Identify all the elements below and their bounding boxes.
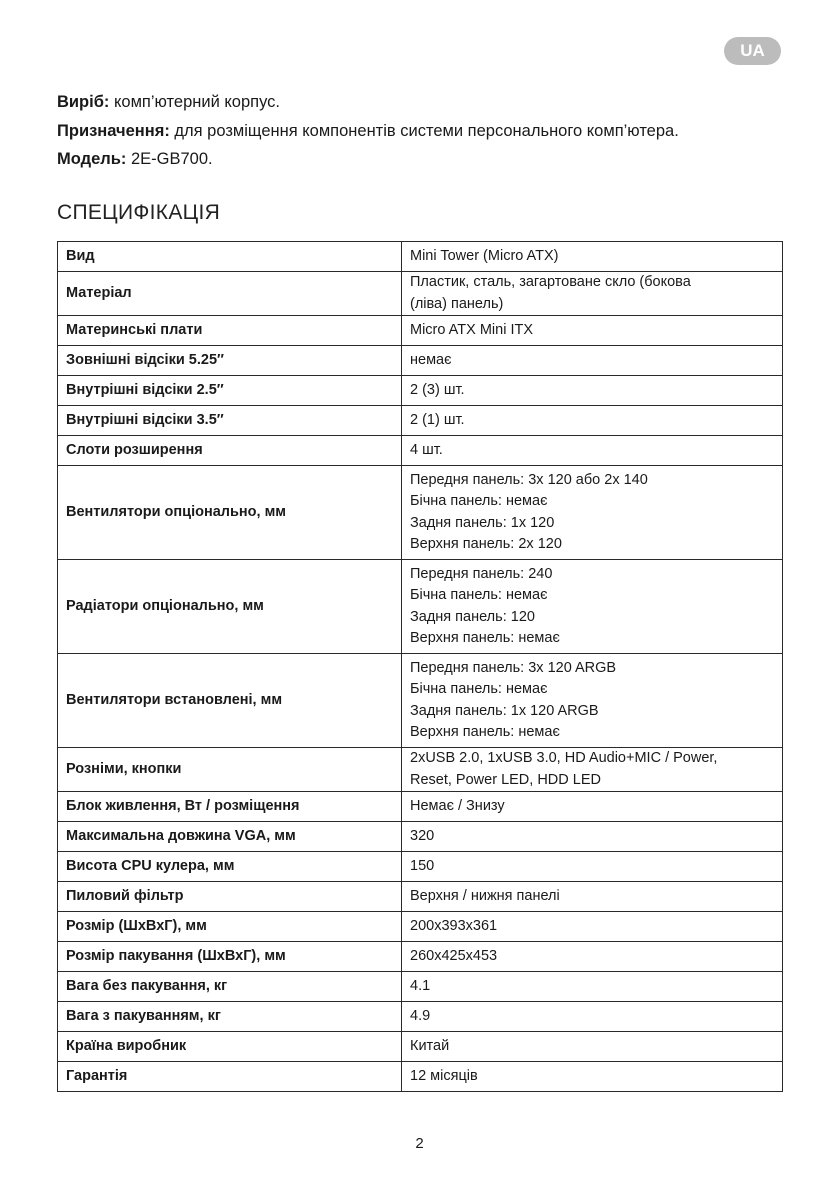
spec-key: Внутрішні відсіки 3.5″ — [58, 406, 402, 436]
spec-value: немає — [402, 346, 783, 376]
spec-value: Mini Tower (Micro ATX) — [402, 242, 783, 272]
table-row — [58, 882, 783, 912]
spec-value: Немає / Знизу — [402, 792, 783, 822]
intro-model — [57, 145, 797, 174]
table-row — [58, 912, 783, 942]
spec-key: Максимальна довжина VGA, мм — [58, 822, 402, 852]
table-row — [58, 272, 783, 316]
spec-value: Передня панель: 240 Бічна панель: немає Задня панель: 120 Верхня панель: немає — [402, 560, 783, 654]
spec-value: 4 шт. — [402, 436, 783, 466]
spec-key: Пиловий фільтр — [58, 882, 402, 912]
intro-key: Модель: — [57, 150, 127, 168]
spec-key: Вага без пакування, кг — [58, 972, 402, 1002]
spec-key: Розмір пакування (ШхВхГ), мм — [58, 942, 402, 972]
table-row — [58, 242, 783, 272]
section-title: СПЕЦИФІКАЦІЯ — [57, 201, 221, 224]
spec-key: Вентилятори опціонально, мм — [58, 466, 402, 560]
language-badge: UA — [724, 37, 781, 65]
intro-key: Призначення: — [57, 121, 170, 140]
table-row — [58, 436, 783, 466]
spec-key: Країна виробник — [58, 1032, 402, 1062]
spec-value: 4.1 — [402, 972, 783, 1002]
spec-key: Розніми, кнопки — [58, 748, 402, 792]
intro-value: для розміщення компонентів системи персонального комп’ютера. — [169, 121, 679, 140]
spec-value: Передня панель: 3x 120 ARGB Бічна панель: немає Задня панель: 1x 120 ARGB Верхня панель: немає — [402, 654, 783, 748]
spec-key: Вага з пакуванням, кг — [58, 1002, 402, 1032]
intro-key: Виріб: — [57, 93, 110, 111]
spec-value: Micro ATX Mini ITX — [402, 316, 783, 346]
spec-value: 2xUSB 2.0, 1xUSB 3.0, HD Audio+MIC / Power, Reset, Power LED, HDD LED — [402, 748, 783, 792]
spec-value: 200x393x361 — [402, 912, 783, 942]
table-row — [58, 376, 783, 406]
spec-key: Блок живлення, Вт / розміщення — [58, 792, 402, 822]
spec-key: Слоти розширення — [58, 436, 402, 466]
table-row — [58, 972, 783, 1002]
table-row — [58, 316, 783, 346]
spec-key: Внутрішні відсіки 2.5″ — [58, 376, 402, 406]
spec-key: Гарантія — [58, 1062, 402, 1092]
spec-value: 320 — [402, 822, 783, 852]
spec-value: 4.9 — [402, 1002, 783, 1032]
intro-product — [57, 88, 797, 117]
spec-key: Висота CPU кулера, мм — [58, 852, 402, 882]
table-row — [58, 346, 783, 376]
product-intro — [57, 88, 797, 174]
spec-value: 12 місяців — [402, 1062, 783, 1092]
spec-key: Розмір (ШхВхГ), мм — [58, 912, 402, 942]
spec-value: 260x425x453 — [402, 942, 783, 972]
table-row — [58, 1062, 783, 1092]
table-row — [58, 942, 783, 972]
spec-key: Матеріал — [58, 272, 402, 316]
table-row — [58, 654, 783, 748]
table-row — [58, 792, 783, 822]
spec-value: 2 (3) шт. — [402, 376, 783, 406]
table-row — [58, 406, 783, 436]
spec-key: Зовнішні відсіки 5.25″ — [58, 346, 402, 376]
spec-value: 2 (1) шт. — [402, 406, 783, 436]
table-row — [58, 1002, 783, 1032]
intro-purpose — [57, 117, 797, 146]
table-row — [58, 852, 783, 882]
spec-value: 150 — [402, 852, 783, 882]
intro-value: 2E-GB700. — [126, 150, 213, 168]
spec-key: Вентилятори встановлені, мм — [58, 654, 402, 748]
spec-key: Материнські плати — [58, 316, 402, 346]
table-row — [58, 466, 783, 560]
table-row — [58, 748, 783, 792]
spec-value: Китай — [402, 1032, 783, 1062]
table-row — [58, 822, 783, 852]
table-row — [58, 560, 783, 654]
spec-value: Верхня / нижня панелі — [402, 882, 783, 912]
spec-key: Радіатори опціонально, мм — [58, 560, 402, 654]
spec-value: Пластик, сталь, загартоване скло (бокова (ліва) панель) — [402, 272, 783, 316]
spec-key: Вид — [58, 242, 402, 272]
page-number: 2 — [415, 1135, 424, 1152]
spec-table — [57, 241, 783, 1092]
intro-value: комп’ютерний корпус. — [109, 93, 280, 111]
table-row — [58, 1032, 783, 1062]
spec-value: Передня панель: 3x 120 або 2x 140 Бічна панель: немає Задня панель: 1x 120 Верхня панель: 2x 120 — [402, 466, 783, 560]
